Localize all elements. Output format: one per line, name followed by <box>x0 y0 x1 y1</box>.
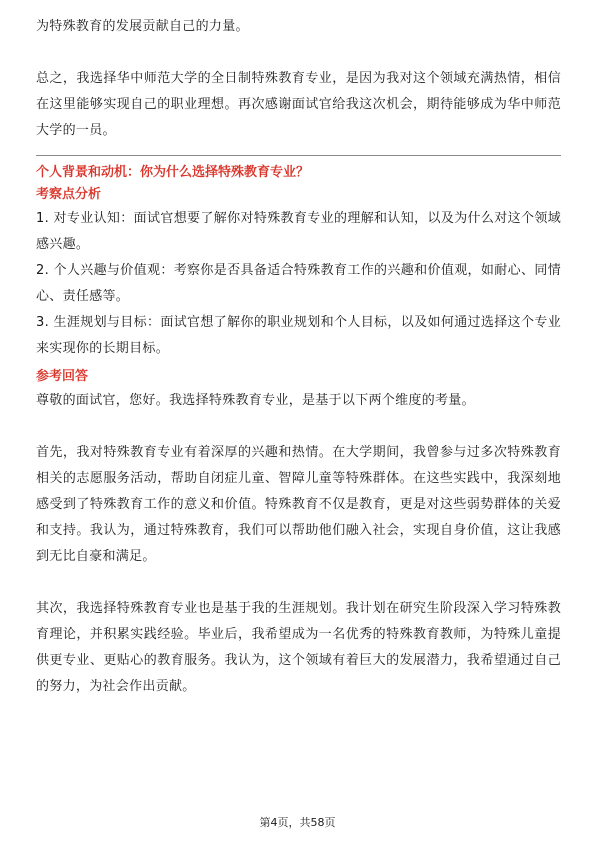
answer-body <box>36 388 561 700</box>
analysis-item: 1. 对专业认知：面试官想要了解你对特殊教育专业的理解和认知，以及为什么对这个领域感兴趣。 <box>36 211 561 252</box>
analysis-list <box>36 206 561 362</box>
answer-paragraph: 首先，我对特殊教育专业有着深厚的兴趣和热情。在大学期间，我曾参与过多次特殊教育相关的志愿服务活动，帮助自闭症儿童、智障儿童等特殊群体。在这些实践中，我深刻地感受到了特殊教育工作的意义和价值。特殊教育不仅是教育，更是对这些弱势群体的关爱和支持。我认为，通过特殊教育，我们可以帮助他们融入社会，实现自身价值，这让我感到无比自豪和满足。 <box>36 445 561 564</box>
answer-heading: 参考回答 <box>36 369 89 384</box>
question-title: 个人背景和动机：你为什么选择特殊教育专业？ <box>36 165 310 180</box>
analysis-heading: 考察点分析 <box>36 187 102 202</box>
section-divider <box>36 155 561 156</box>
page-number: 第4页，共58页 <box>259 816 336 829</box>
intro-paragraph-conclusion: 总之，我选择华中师范大学的全日制特殊教育专业，是因为我对这个领域充满热情，相信在这里能够实现自己的职业理想。再次感谢面试官给我这次机会，期待能够成为华中师范大学的一员。 <box>36 71 561 138</box>
analysis-item: 3. 生涯规划与目标：面试官想了解你的职业规划和个人目标，以及如何通过选择这个专业来实现你的长期目标。 <box>36 315 561 356</box>
analysis-item: 2. 个人兴趣与价值观：考察你是否具备适合特殊教育工作的兴趣和价值观，如耐心、同情心、责任感等。 <box>36 263 561 304</box>
answer-paragraph: 其次，我选择特殊教育专业也是基于我的生涯规划。我计划在研究生阶段深入学习特殊教育理论，并积累实践经验。毕业后，我希望成为一名优秀的特殊教育教师，为特殊儿童提供更专业、更贴心的教育服务。我认为，这个领域有着巨大的发展潜力，我希望通过自己的努力，为社会作出贡献。 <box>36 601 561 694</box>
page-content <box>36 14 561 700</box>
intro-paragraph-continued: 为特殊教育的发展贡献自己的力量。 <box>36 19 249 34</box>
answer-paragraph: 尊敬的面试官，您好。我选择特殊教育专业，是基于以下两个维度的考量。 <box>36 393 475 408</box>
